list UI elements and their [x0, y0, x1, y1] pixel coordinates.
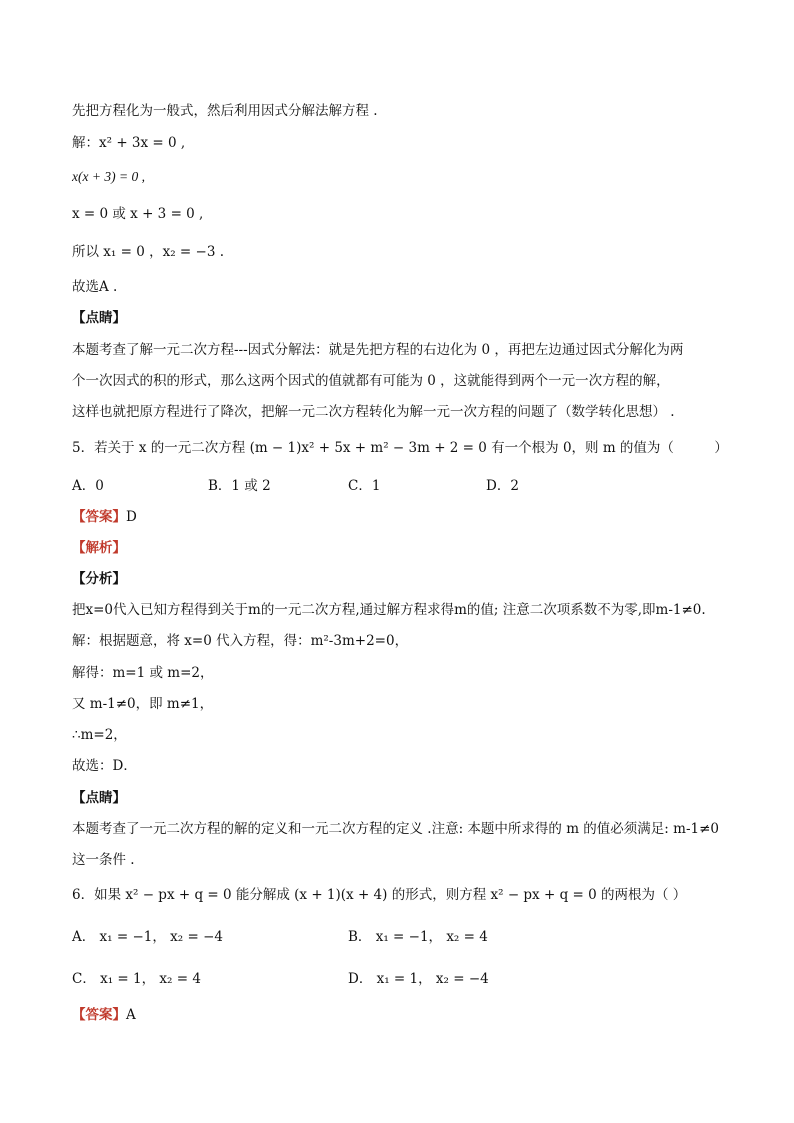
- q5-fenxi: 把x=0代入已知方程得到关于m的一元二次方程,通过解方程求得m的值; 注意二次项系数不为零,即m-1≠0.: [72, 602, 706, 618]
- q5-sol1: 解：根据题意，将 x=0 代入方程，得：m²-3m+2=0，: [72, 633, 409, 649]
- q5-option-c: C．1: [348, 478, 381, 494]
- q5-point-label: 【点睛】: [72, 790, 126, 806]
- solution4-step1: 解：x² + 3x = 0 ,: [72, 135, 186, 151]
- intro-text: 先把方程化为一般式，然后利用因式分解法解方程 .: [72, 103, 378, 119]
- point4-label: 【点睛】: [72, 310, 126, 326]
- q5-fenxi-label: 【分析】: [72, 571, 126, 587]
- q5-sol5: 故选：D．: [72, 758, 137, 774]
- q6-option-c: C． x₁ = 1， x₂ = 4: [72, 971, 201, 987]
- q5-option-d: D．2: [486, 478, 519, 494]
- q6-answer-value: A: [126, 1007, 136, 1023]
- q6-stem: 6．如果 x² − px + q = 0 能分解成 (x + 1)(x + 4) 的形式，则方程 x² − px + q = 0 的两根为（ ）: [72, 887, 687, 903]
- q5-stem: 5．若关于 x 的一元二次方程 (m − 1)x² + 5x + m² − 3m + 2 = 0 有一个根为 0，则 m 的值为（ ）: [72, 440, 728, 456]
- q5-point1: 本题考查了一元二次方程的解的定义和一元二次方程的定义 .注意: 本题中所求得的 m 的值必须满足: m-1≠0: [72, 821, 719, 837]
- point4-line2: 个一次因式的积的形式，那么这两个因式的值就都有可能为 0 ，这就能得到两个一元一次方程的解，: [72, 373, 670, 389]
- solution4-step2: x(x + 3) = 0 ,: [72, 169, 145, 184]
- q5-point2: 这一条件 .: [72, 852, 135, 868]
- solution4-step4: 所以 x₁ = 0 ，x₂ = −3 .: [72, 244, 224, 260]
- q6-answer-label: 【答案】: [72, 1007, 126, 1023]
- q5-option-b: B．1 或 2: [208, 478, 271, 494]
- q5-answer-label: 【答案】: [72, 509, 126, 525]
- q5-sol2: 解得：m=1 或 m=2，: [72, 665, 214, 681]
- q5-answer-value: D: [126, 509, 137, 525]
- q6-answer: [72, 1005, 136, 1025]
- solution4-step3: x = 0 或 x + 3 = 0 ,: [72, 206, 204, 222]
- q5-sol4: ∴m=2，: [72, 727, 127, 743]
- q5-option-a: A．0: [72, 478, 104, 494]
- q5-answer: [72, 507, 137, 527]
- q6-option-a: A． x₁ = −1， x₂ = −4: [72, 929, 223, 945]
- q6-option-b: B． x₁ = −1， x₂ = 4: [348, 929, 488, 945]
- solution4-choice: 故选A .: [72, 279, 118, 295]
- q6-option-d: D． x₁ = 1， x₂ = −4: [348, 971, 489, 987]
- q5-sol3: 又 m-1≠0，即 m≠1，: [72, 696, 214, 712]
- point4-line1: 本题考查了解一元二次方程---因式分解法：就是先把方程的右边化为 0 ，再把左边通过因式分解化为两: [72, 342, 684, 358]
- point4-line3: 这样也就把原方程进行了降次，把解一元二次方程转化为解一元一次方程的问题了（数学转化思想） .: [72, 404, 675, 420]
- q5-analysis-label: 【解析】: [72, 540, 126, 556]
